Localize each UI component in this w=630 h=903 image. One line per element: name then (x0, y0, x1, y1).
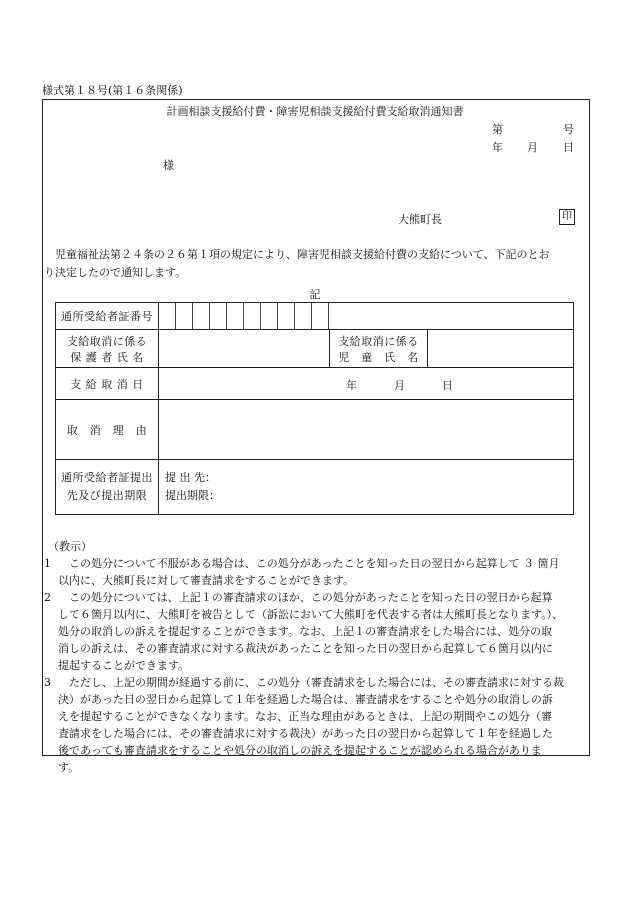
submission-label (56, 460, 159, 515)
submission-label-1: 通所受給者証提出 (61, 471, 153, 484)
digit-box[interactable] (261, 303, 278, 329)
issuer-name: 大熊町長 (398, 213, 442, 226)
submission-field[interactable] (159, 460, 574, 515)
digit-box[interactable] (295, 303, 312, 329)
addressee-suffix: 様 (163, 159, 174, 172)
note-item-2 (44, 589, 589, 674)
note-line: この処分について不服がある場合は、この処分があったことを知った日の翌日から起算して ３ 箇月 (58, 557, 560, 570)
cancel-reason-label: 取 消 理 由 (56, 400, 159, 460)
cancel-date-label: 支 給 取 消 日 (56, 368, 159, 400)
note-number: 3 (44, 676, 51, 689)
guardian-name-label (56, 330, 159, 368)
document-title: 計画相談支援給付費・障害児相談支援給付費支給取消通知書 (166, 105, 464, 118)
digit-boxes (159, 303, 573, 329)
body-text (44, 246, 589, 281)
digit-box[interactable] (210, 303, 227, 329)
cancel-date-field[interactable] (159, 368, 574, 400)
note-item-3 (44, 674, 589, 776)
cancel-date-hi: 日 (442, 378, 453, 392)
form-label: 様式第１８号(第１６条関係) (42, 84, 183, 97)
note-line: 後であっても審査請求をすることや処分の取消しの訴えを提起することが認められる場合がありま (58, 744, 542, 757)
note-number: 2 (44, 591, 51, 604)
note-line: 以内に、大熊町長に対して審査請求をすることができます。 (58, 574, 355, 587)
recipient-number-label: 通所受給者証番号 (56, 303, 159, 330)
notice-table (55, 302, 574, 515)
submission-label-2: 先及び提出期限 (66, 489, 148, 502)
digit-box[interactable] (244, 303, 261, 329)
digit-box[interactable] (227, 303, 244, 329)
ki-heading: 記 (309, 288, 321, 301)
note-line: 処分の取消しの訴えを提起することができます。なお、上記１の審査請求をした場合には、処分の取 (58, 625, 553, 638)
date-tsuki: 月 (527, 141, 538, 154)
doc-number-dai: 第 (492, 123, 503, 136)
digit-box[interactable] (159, 303, 176, 329)
submission-deadline: 提出期限： (165, 489, 220, 502)
note-line: この処分については、上記１の審査請求のほか、この処分があったことを知った日の翌日から起算 (58, 591, 553, 604)
notes-title: （教示） (48, 540, 92, 553)
date-nen: 年 (492, 141, 503, 154)
child-name-label-2: 児 童 氏 名 (338, 350, 419, 364)
note-line: 決）があった日の翌日から起算して１年を経過した場合は、審査請求をすることや処分の取消しの訴 (58, 693, 553, 706)
cancel-reason-field[interactable] (159, 400, 574, 460)
instruction-notes (44, 538, 589, 776)
cancel-date-nen: 年 (346, 378, 357, 392)
submission-destination: 提 出 先： (165, 471, 216, 484)
note-line: す。 (58, 761, 80, 774)
note-line: して６箇月以内に、大熊町を被告として（訴訟において大熊町を代表する者は大熊町長となります。）、 (58, 608, 564, 621)
guardian-name-field[interactable] (159, 330, 330, 368)
note-line: 消しの訴えは、その審査請求に対する裁決があったことを知った日の翌日から起算して６箇月以内に (58, 642, 553, 655)
cancel-date-tsuki: 月 (394, 378, 405, 392)
recipient-number-field[interactable] (159, 303, 574, 330)
body-line-2: り決定したので通知します。 (44, 265, 187, 279)
seal-mark: 印 (559, 209, 575, 225)
note-line: 提起することができます。 (58, 659, 190, 672)
child-name-field[interactable] (428, 330, 574, 368)
note-line: ただし、上記の期間が経過する前に、この処分（審査請求をした場合には、その審査請求に対する裁 (58, 676, 564, 689)
note-item-1 (44, 555, 589, 589)
body-line-1: 児童福祉法第２４条の２６第１項の規定により、障害児相談支援給付費の支給について、下記のとお (44, 248, 550, 261)
note-line: 査請求をした場合には、その審査請求に対する裁決）があった日の翌日から起算して１年を経過した (58, 727, 553, 740)
date-hi: 日 (563, 141, 574, 154)
digit-box[interactable] (193, 303, 210, 329)
digit-box[interactable] (278, 303, 295, 329)
guardian-name-label-1: 支給取消に係る (66, 334, 148, 348)
note-number: 1 (44, 557, 51, 570)
note-line: えを提起することができなくなります。なお、正当な理由があるときは、上記の期間やこの処分（審 (58, 710, 553, 723)
digit-box[interactable] (312, 303, 329, 329)
doc-number-go: 号 (563, 123, 574, 136)
child-name-label (330, 330, 428, 368)
child-name-label-1: 支給取消に係る (338, 334, 419, 348)
guardian-name-label-2: 保 護 者 氏 名 (70, 350, 144, 364)
digit-box[interactable] (176, 303, 193, 329)
